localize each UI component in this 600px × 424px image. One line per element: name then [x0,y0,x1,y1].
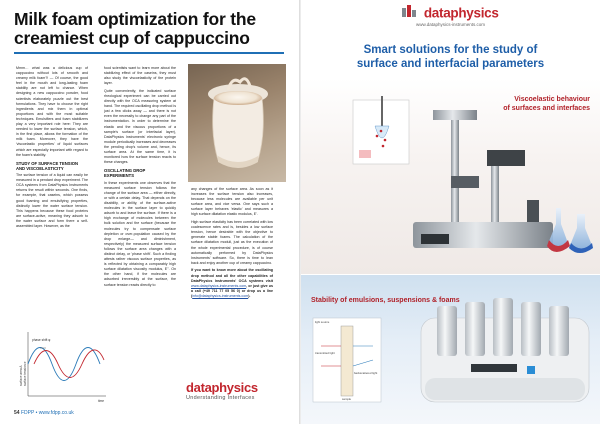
dataphysics-logo [186,380,266,401]
ad-logo-wordmark: dataphysics [423,5,499,21]
oca-instrument-illustration [353,96,553,248]
logo-wordmark: dataphysics [186,380,258,395]
ad-headline [301,43,600,71]
headline-rule [14,52,284,54]
y-axis-label-tension: surface tension σ [23,361,27,386]
flasks-illustration [547,208,593,253]
diagram-label-transmitted: transmitted light [315,351,335,355]
stability-title: Stability of emulsions, suspensions & foams [311,297,460,304]
ad-logo [301,4,600,22]
viscoelastic-title-line-1: Viscoelastic behaviour [514,96,590,103]
x-axis-label: time [98,399,105,403]
stability-instrument-illustration [421,298,589,402]
paragraph: The surface tension of a liquid can easily be measured in a pendant drop experiment. The OCA systems from DataPhysics Instruments returns the result within seconds. One finds, for example, that caseins, which possess good foaming and emulsifying properties, distinctly lower the water surface tension. This happens because these food proteins are surface-active, meaning they adsorb to the water surface and form there a self-assembled layer. However, as the [16,173,88,229]
article-page [0,0,299,424]
publication-url: • www.fdpp.co.uk [35,410,74,416]
logo-tagline: Understanding Interfaces [186,395,255,401]
page-folio [14,410,74,416]
article-column-2 [104,66,176,396]
viscoelastic-title-line-2: of surfaces and interfaces [503,104,590,112]
paragraph: Quite conveniently, the indicated surface rheological experiment can be carried out directly with the OCA measuring system at hand. The required oscillating drop method is just a few clicks away — and there is not even the necessity to change any part of the instrumentation. In order to determine the elastic and the viscous proportions of a sample's surface (or interfacial layer), DataPhysics Instruments' electronic syringe module periodically increases and decreases the pending drop's volume and, hence, its surface area. At the same time, it is monitored how the surface tension reacts to these changes. [104,88,176,165]
page-number: 54 [14,410,20,416]
ad-url[interactable]: www.dataphysics-instruments.com [415,22,486,27]
cappuccino-photo [188,64,286,182]
paragraph: food scientists want to learn more about the stabilizing effect of the caseins, they must also study the viscoelasticity of the protein layer. [104,66,176,86]
dataphysics-mark-icon [402,4,416,22]
publication-name: FDPP [20,410,35,416]
phase-shift-label: phase shift φ [32,338,51,342]
article-column-3 [191,187,273,377]
contact-paragraph [191,268,273,299]
article-headline: Milk foam optimization for the creamiest cup of cappuccino [14,9,256,48]
ad-headline-line-1: Smart solutions for the study of [363,44,538,56]
website-link[interactable]: www.dataphysics-instruments.com [191,283,247,288]
measurement-diagram [313,318,381,402]
cta-end: ). [248,293,251,298]
advertisement-page [301,0,600,424]
paragraph: any changes of the surface area. As soon as it increases the surface tension also increases, because less molecules are available per unit surface area, and vice versa. One says such a surface layer behaves 'elastic' and measures a high surface dilatation elastic modulus, E'. [191,187,273,217]
y-axis-label-area: surface area A [19,365,23,386]
diagram-label-backscattered: backscattered light [354,371,378,375]
ad-headline-line-2: surface and interfacial parameters [356,58,545,70]
cta-text-2: , or just give us a call (+49 711 77 05 56 0) or drop us a line ( [191,283,273,298]
paragraph: In these experiments one observes that the measured surface tension follows the change of the surface area — either directly, or with a certain delay. That depends on the disability, or ability, of the surface-active molecules in the surface layer to quickly adsorb to and leave the surface. If there is a high exchange of molecules between the bulk solution and the surface (because the molecules try to compensate surface depletion or over-population caused by the drop enlarge— and diminishment, respectively) the measured surface tension follows the surface area changes with a distinct delay, or 'phase shift'. Such a finding attests rather viscous surface properties, as is reflected by obtaining a comparably high surface dilatation viscosity modulus, E''. On the other hand, if the molecules are adsorbed irreversibly at the surface, the surface tension reacts directly to [104,180,176,287]
article-column-1 [16,66,88,324]
diagram-label-sample: sample [342,397,352,401]
section-heading: STUDY OF SURFACE TENSION AND VISCOELASTICITY [16,160,79,171]
oscillation-graph [18,324,110,406]
paragraph: Mmm… what was a delicious cup of cappuccino without lots of smooth and creamy milk foam?! — Of course, the good feel in the mouth and long-lasting foam stability are not left to chance. When designing a new cappuccino powder, food scientists elaborately puzzle out the best formulations. They have to choose the right ingredients and mix them in optimal proportions and with the most suitable techniques. Emulsifiers and foam stabilizers play a very important role here: They are needed to lower the surface tension, which, in the first place, allows the formation of the milk foam. Moreover, they have the 'viscoelastic properties' of liquid surfaces which are especially important with regard to the foam's stability. [16,66,88,157]
section-heading: OSCILLATING DROP EXPERIMENTS [104,168,146,179]
viscoelastic-title [440,96,590,113]
cta-text: If you want to know more about the oscillating drop method and all the other capabilities of DataPhysics Instruments' OCA systems visit [191,268,273,283]
diagram-label-light-source: light source [315,320,330,324]
paragraph: High surface elasticity has been correlated with low coalescence rates and is, besides a low surface tension, hence desirable with the objective to generate stable foams. The calculation of the surface dilatation moduli, just as the execution of the whole experimental procedure, is of course automatically performed by DataPhysics Instruments' software. So, there is time to lean back and enjoy another cup of creamy cappuccino. [191,220,273,265]
email-link[interactable]: info@dataphysics-instruments.com [192,293,249,298]
